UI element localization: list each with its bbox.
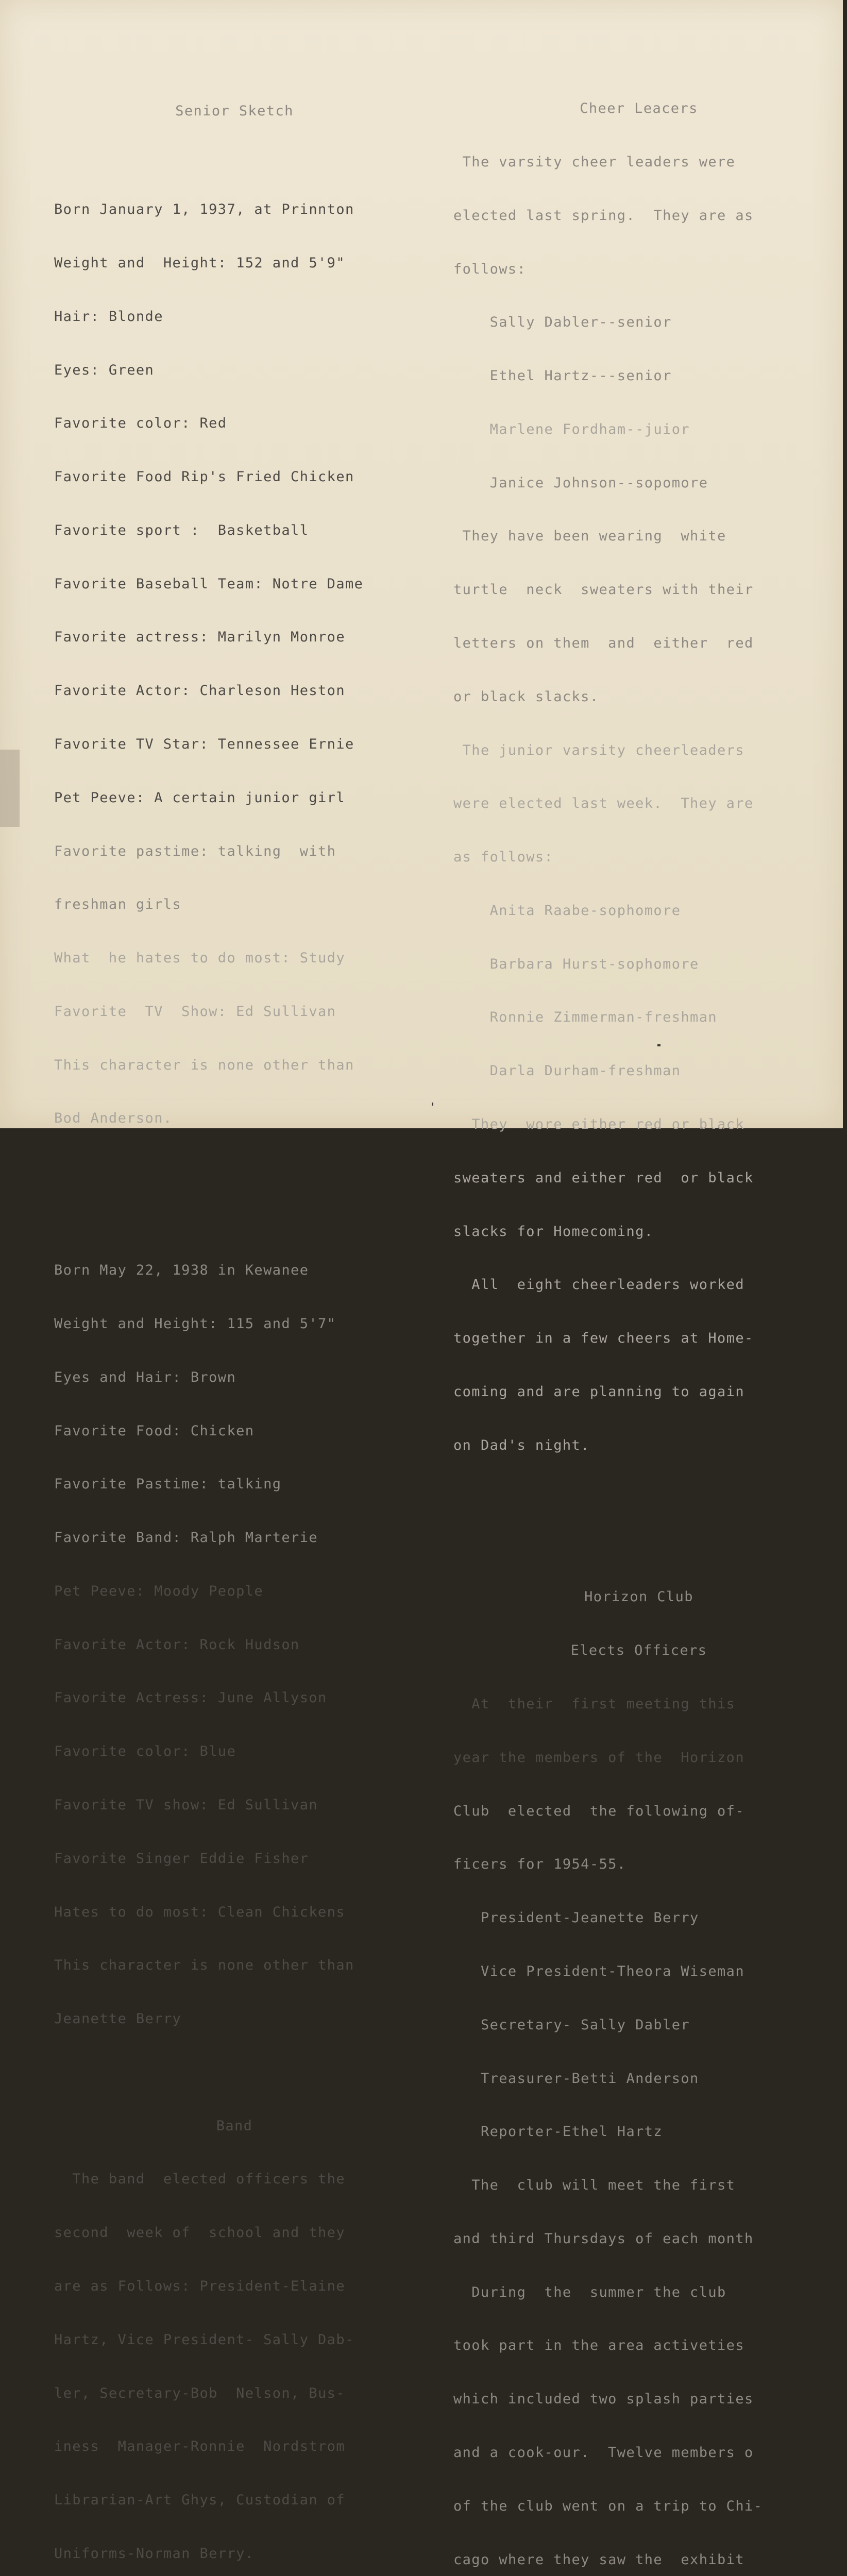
bob-line: Favorite sport : Basketball	[54, 522, 309, 538]
horizon-body-line: cago where they saw the exhibit	[453, 2551, 744, 2568]
bob-line: Favorite actress: Marilyn Monroe	[54, 629, 345, 646]
bob-line: What he hates to do most: Study	[54, 950, 345, 967]
bob-line: This character is none other than	[54, 1057, 354, 1073]
bob-line: Favorite pastime: talking with	[54, 843, 336, 859]
bob-line: Favorite color: Red	[54, 415, 227, 432]
jeanette-line: Favorite Singer Eddie Fisher	[54, 1850, 309, 1867]
officer-line: President-Jeanette Berry	[453, 1910, 699, 1926]
cheer-outro-line: All eight cheerleaders worked	[453, 1277, 744, 1293]
jv-cheerleader: Ronnie Zimmerman-freshman	[453, 1009, 718, 1026]
bob-line: Weight and Height: 152 and 5'9"	[54, 255, 345, 271]
right-column	[453, 64, 824, 2576]
left-column	[54, 67, 415, 2576]
band-line: iness Manager-Ronnie Nordstrom	[54, 2438, 345, 2455]
horizon-body-line: which included two splash parties	[453, 2391, 754, 2408]
jeanette-line: Weight and Height: 115 and 5'7"	[54, 1315, 336, 1332]
horizon-body-line: During the summer the club	[453, 2284, 726, 2300]
horizon-intro-line: year the members of the Horizon	[453, 1749, 744, 1766]
bob-line: Favorite Food Rip's Fried Chicken	[54, 469, 354, 485]
cheer-middle-line: turtle neck sweaters with their	[453, 582, 754, 598]
bob-line: Favorite TV Show: Ed Sullivan	[54, 1003, 336, 1020]
bob-line: Eyes: Green	[54, 362, 155, 378]
band-line: Uniforms-Norman Berry.	[54, 2545, 255, 2562]
band-title: Band	[216, 2117, 253, 2134]
bob-line: Bod Anderson.	[54, 1110, 173, 1127]
cheer-outro-line: together in a few cheers at Home-	[453, 1330, 754, 1347]
horizon-body-line: The club will meet the first	[453, 2177, 736, 2194]
officer-line: Reporter-Ethel Hartz	[453, 2124, 663, 2140]
jeanette-line: Favorite Pastime: talking	[54, 1476, 282, 1493]
cheer-outro-line: slacks for Homecoming.	[453, 1223, 654, 1240]
ink-speck	[432, 1103, 433, 1106]
cheer-intro-line: follows:	[453, 261, 527, 277]
cheer-intro-line: The varsity cheer leaders were	[453, 154, 736, 170]
officer-line: Treasurer-Betti Anderson	[453, 2070, 699, 2087]
jeanette-line: Eyes and Hair: Brown	[54, 1369, 236, 1385]
senior-sketch-title: Senior Sketch	[175, 103, 294, 120]
jv-cheerleader: Barbara Hurst-sophomore	[453, 956, 699, 972]
officer-line: Vice President-Theora Wiseman	[453, 1963, 744, 1979]
varsity-cheerleader: Sally Dabler--senior	[453, 314, 672, 331]
horizon-intro-line: ficers for 1954-55.	[453, 1856, 626, 1873]
jeanette-line: Favorite Food: Chicken	[54, 1422, 255, 1439]
cheer-intro-line: elected last spring. They are as	[453, 207, 754, 224]
bob-line: freshman girls	[54, 896, 182, 913]
cheer-outro-line: on Dad's night.	[453, 1437, 590, 1453]
bob-line: Born January 1, 1937, at Prinnton	[54, 201, 354, 218]
varsity-cheerleader: Janice Johnson--sopomore	[453, 474, 708, 491]
jv-cheerleader: Anita Raabe-sophomore	[453, 902, 681, 919]
jv-cheerleader: Darla Durham-freshman	[453, 1063, 681, 1079]
jeanette-line: This character is none other than	[54, 1957, 354, 1974]
varsity-cheerleader: Marlene Fordham--juior	[453, 421, 690, 437]
jeanette-line: Pet Peeve: Moody People	[54, 1583, 264, 1599]
horizon-intro-line: Club elected the following of-	[453, 1803, 744, 1819]
horizon-club-subtitle: Elects Officers	[570, 1642, 707, 1659]
horizon-body-line: and a cook-our. Twelve members o	[453, 2444, 754, 2461]
cheer-middle-line: were elected last week. They are	[453, 795, 754, 812]
band-line: are as Follows: President-Elaine	[54, 2278, 345, 2295]
jeanette-line: Hates to do most: Clean Chickens	[54, 1904, 345, 1920]
band-line: ler, Secretary-Bob Nelson, Bus-	[54, 2385, 345, 2401]
jeanette-line: Favorite Actor: Rock Hudson	[54, 1636, 300, 1653]
horizon-body-line: of the club went on a trip to Chi-	[453, 2498, 763, 2514]
jeanette-line: Jeanette Berry	[54, 2011, 182, 2027]
jeanette-line: Born May 22, 1938 in Kewanee	[54, 1262, 309, 1279]
band-line: Librarian-Art Ghys, Custodian of	[54, 2492, 345, 2509]
band-line: The band elected officers the	[54, 2171, 345, 2188]
paper-tab	[0, 750, 20, 827]
jeanette-line: Favorite Actress: June Allyson	[54, 1690, 327, 1706]
cheer-middle-line: as follows:	[453, 849, 554, 866]
bob-line: Pet Peeve: A certain junior girl	[54, 789, 345, 806]
cheer-middle-line: letters on them and either red	[453, 635, 754, 651]
officer-line: Secretary- Sally Dabler	[453, 2016, 690, 2033]
cheer-middle-line: They have been wearing white	[453, 528, 726, 545]
ink-speck	[657, 1044, 660, 1046]
horizon-body-line: and third Thursdays of each month	[453, 2230, 754, 2247]
jeanette-line: Favorite color: Blue	[54, 1743, 236, 1760]
cheer-leaders-title: Cheer Leacers	[580, 100, 698, 117]
cheer-outro-line: They wore either red or black	[453, 1116, 744, 1133]
horizon-club-title: Horizon Club	[584, 1589, 693, 1605]
bob-line: Favorite TV Star: Tennessee Ernie	[54, 736, 354, 752]
bob-line: Favorite Actor: Charleson Heston	[54, 683, 345, 699]
jeanette-line: Favorite TV show: Ed Sullivan	[54, 1797, 318, 1813]
jeanette-line: Favorite Band: Ralph Marterie	[54, 1530, 318, 1546]
cheer-middle-line: The junior varsity cheerleaders	[453, 742, 744, 758]
horizon-body-line: took part in the area activeties	[453, 2337, 744, 2354]
horizon-intro-line: At their first meeting this	[453, 1696, 736, 1713]
band-line: second week of school and they	[54, 2225, 345, 2241]
cheer-middle-line: or black slacks.	[453, 688, 599, 705]
varsity-cheerleader: Ethel Hartz---senior	[453, 368, 672, 384]
cheer-outro-line: coming and are planning to again	[453, 1383, 744, 1400]
bob-line: Hair: Blonde	[54, 308, 163, 325]
band-line: Hartz, Vice President- Sally Dab-	[54, 2331, 354, 2348]
bob-line: Favorite Baseball Team: Notre Dame	[54, 575, 364, 592]
cheer-outro-line: sweaters and either red or black	[453, 1170, 754, 1186]
